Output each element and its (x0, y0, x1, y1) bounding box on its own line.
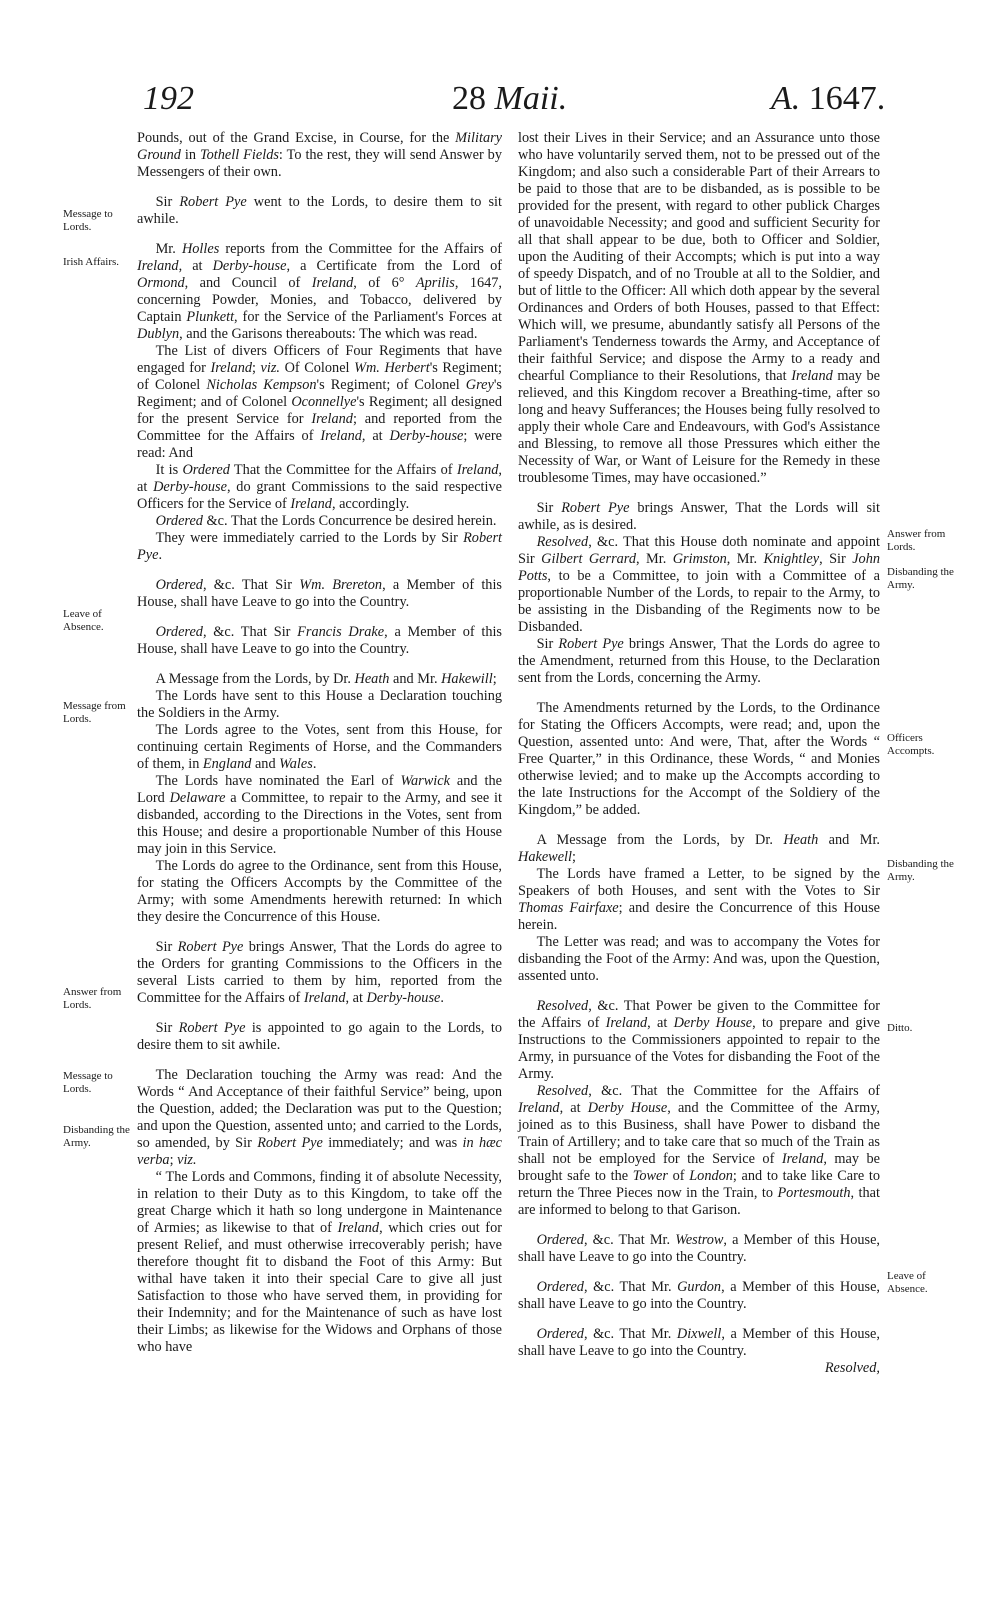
paragraph: A Message from the Lords, by Dr. Heath and Mr. Hakewell; (518, 832, 880, 865)
marginal-note: Leave of Absence. (63, 608, 104, 633)
paragraph: Ordered, &c. That Sir Wm. Brereton, a Member of this House, shall have Leave to go into the Country. (137, 577, 502, 610)
marginal-note: Message to Lords. (63, 1070, 113, 1095)
paragraph: Sir Robert Pye is appointed to go again to the Lords, to desire them to sit awhile. (137, 1020, 502, 1053)
paragraph: Ordered, &c. That Sir Francis Drake, a Member of this House, shall have Leave to go into the Country. (137, 624, 503, 657)
date-day: 28 (452, 80, 486, 117)
header-date (452, 80, 567, 118)
left-column (137, 130, 502, 1356)
paragraph: Resolved, &c. That the Committee for the Affairs of Ireland, at Derby House, and the Committee of the Army, joined as to this Business, shall have Power to disband the Train of Artillery; and to take care that so much of the Train as shall not be employed for the Service of Ireland, may be brought safe to the Tower of London; and to take like Care to return the Three Pieces now in the Train, to Portesmouth, that are informed to belong to that Garison. (518, 1083, 881, 1218)
paragraph: Resolved, &c. That this House doth nominate and appoint Sir Gilbert Gerrard, Mr. Grimston, Mr. Knightley, Sir John Potts, to be a Committee, to join with a Committee of a proportionable Number of the Lords, to repair to the Army, to be assisting in the Disbanding of the Regiments now to be Disbanded. (518, 534, 880, 635)
header-year (771, 80, 885, 118)
paragraph: The Lords have framed a Letter, to be signed by the Speakers of both Houses, and sent with the Votes to Sir Thomas Fairfaxe; and desire the Concurrence of this House herein. (518, 866, 880, 933)
catchword: Resolved, (824, 1360, 880, 1376)
paragraph: Pounds, out of the Grand Excise, in Course, for the Military Ground in Tothell Fields: To the rest, they will send Answer by Messengers of their own. (137, 130, 502, 180)
paragraph: They were immediately carried to the Lords by Sir Robert Pye. (137, 530, 502, 563)
paragraph: “ The Lords and Commons, finding it of absolute Necessity, in relation to their Duty as to this Kingdom, to take off the great Charge which it hath so long undergone in Maintenance of Armies; as likewise to that of Ireland, which cries out for present Relief, and must otherwise irrecoverably perish; have therefore thought fit to disband the Foot of this Army: But withal have taken it into their special Care to give all just Satisfaction to those who have served them, in providing for their Indemnity; and for the Maintenance of such as have lost their Limbs; as likewise for the Widows and Orphans of those who have (137, 1169, 502, 1355)
paragraph: Sir Robert Pye brings Answer, That the Lords do agree to the Amendment, returned from this House, to the Declaration sent from the Lords, concerning the Army. (518, 636, 880, 686)
paragraph: Mr. Holles reports from the Committee for the Affairs of Ireland, at Derby-house, a Certificate from the Lord of Ormond, and Council of Ireland, of 6° Aprilis, 1647, concerning Powder, Monies, and Tobacco, delivered by Captain Plunkett, for the Service of the Parliament's Forces at Dublyn, and the Garisons thereabouts: The which was read. (137, 241, 502, 342)
page-number: 192 (143, 80, 194, 117)
date-month: Maii. (494, 80, 568, 117)
marginal-note: Disbanding the Army. (887, 566, 954, 591)
marginal-note: Message to Lords. (63, 208, 113, 233)
paragraph: lost their Lives in their Service; and an Assurance unto those who have voluntarily served them, not to be pressed out of the Kingdom; and also such a considerable Part of their Arrears to be paid to those that are to be disbanded, as is possible to be provided for the present, with regard to other publick Charges of unavoidable Necessity; and good and sufficient Security for all that shall appear to be due, both to Officer and Soldier, upon the Auditing of their Accompts; which is put into a way of speedy Dispatch, and of no Trouble at all to the Soldier, and but of little to the Officer: All which doth appear by the several Ordinances and Orders of both Houses, passed to that Effect: Which will, we presume, abundantly satisfy all Persons of the Parliament's Tenderness towards the Army, and Acceptance of their faithful Service; and dispose the Army to a ready and chearful Compliance to their Resolutions, that Ireland may be relieved, and this Kingdom recover a Breathing-time, after so long and heavy Sufferances; the Houses being fully resolved to apply their whole Care and Endeavours, with God's Assistance and Blessing, to remove all those Pressures which either the Necessity of War, or Want of Leisure for the Remedy in these troublesome Times, may have occasioned.” (518, 130, 880, 486)
right-column (518, 130, 880, 1377)
paragraph: The Lords have sent to this House a Declaration touching the Soldiers in the Army. (137, 688, 502, 721)
year-prefix: A. (771, 80, 801, 117)
paragraph: Resolved, &c. That Power be given to the Committee for the Affairs of Ireland, at Derby House, to prepare and give Instructions to the Commissioners appointed to repair to the Army, in pursuance of the Votes for disbanding the Foot of the Army. (518, 998, 880, 1082)
paragraph: A Message from the Lords, by Dr. Heath and Mr. Hakewill; (155, 671, 497, 687)
paragraph: The Amendments returned by the Lords, to the Ordinance for Stating the Officers Accompts, were read; and, upon the Question, assented unto: And were, That, after the Words “ Free Quarter,” in this Ordinance, these Words, “ and Monies otherwise levied; and to make up the Accompts according to the late Instructions for the Accompt of the Soldiery of the Kingdom,” be added. (518, 700, 880, 818)
marginal-note: Message from Lords. (63, 700, 126, 725)
year-value: 1647. (808, 80, 886, 117)
paragraph: The Declaration touching the Army was read: And the Words “ And Acceptance of their faithful Service” being, upon the Question, added; the Declaration was put to the Question; and upon the Question, assented unto; and carried to the Lords, so amended, by Sir Robert Pye immediately; and was in hæc verba; viz. (137, 1067, 502, 1168)
paragraph: It is Ordered That the Committee for the Affairs of Ireland, at Derby-house, do grant Commissions to the said respective Officers for the Service of Ireland, accordingly. (137, 462, 502, 512)
marginal-note: Disbanding the Army. (887, 858, 954, 883)
paragraph: Ordered, &c. That Mr. Westrow, a Member of this House, shall have Leave to go into the Country. (518, 1232, 880, 1265)
paragraph: Ordered, &c. That Mr. Gurdon, a Member of this House, shall have Leave to go into the Country. (518, 1279, 880, 1312)
paragraph: The Lords agree to the Votes, sent from this House, for continuing certain Regiments of Horse, and the Commanders of them, in England and Wales. (137, 722, 502, 772)
marginal-note: Answer from Lords. (63, 986, 122, 1011)
paragraph: Sir Robert Pye went to the Lords, to desire them to sit awhile. (137, 194, 502, 227)
paragraph: The Lords have nominated the Earl of Warwick and the Lord Delaware a Committee, to repair to the Army, and see it disbanded, according to the Directions in the Votes, sent from this House; and desire a proportionable Number of this House may join in this Service. (137, 773, 502, 857)
marginal-note: Leave of Absence. (887, 1270, 928, 1295)
marginal-note: Disbanding the Army. (63, 1124, 130, 1149)
paragraph: The List of divers Officers of Four Regiments that have engaged for Ireland; viz. Of Colonel Wm. Herbert's Regiment; of Colonel Nicholas Kempson's Regiment; of Colonel Grey's Regiment; and of Colonel Oconnellye's Regiment; all designed for the present Service for Ireland; and reported from the Committee for the Affairs of Ireland, at Derby-house; were read: And (137, 343, 502, 461)
paragraph: Ordered &c. That the Lords Concurrence be desired herein. (155, 513, 497, 529)
marginal-note: Officers Accompts. (887, 732, 935, 757)
running-header (0, 80, 992, 130)
paragraph: Sir Robert Pye brings Answer, That the Lords do agree to the Orders for granting Commissions to the Officers in the several Lists carried to them by him, reported from the Committee for the Affairs of Ireland, at Derby-house. (137, 939, 502, 1006)
marginal-note: Answer from Lords. (887, 528, 946, 553)
marginal-note: Irish Affairs. (63, 256, 120, 268)
paragraph: Ordered, &c. That Mr. Dixwell, a Member of this House, shall have Leave to go into the Country. (518, 1326, 880, 1359)
marginal-note: Ditto. (887, 1022, 913, 1034)
paragraph: Sir Robert Pye brings Answer, That the Lords will sit awhile, as is desired. (518, 500, 880, 533)
paragraph: The Lords do agree to the Ordinance, sent from this House, for stating the Officers Accompts by the Committee of the Army; with some Amendments herewith returned: In which they desire the Concurrence of this House. (137, 858, 502, 925)
paragraph: The Letter was read; and was to accompany the Votes for disbanding the Foot of the Army: And was, upon the Question, assented unto. (518, 934, 880, 984)
